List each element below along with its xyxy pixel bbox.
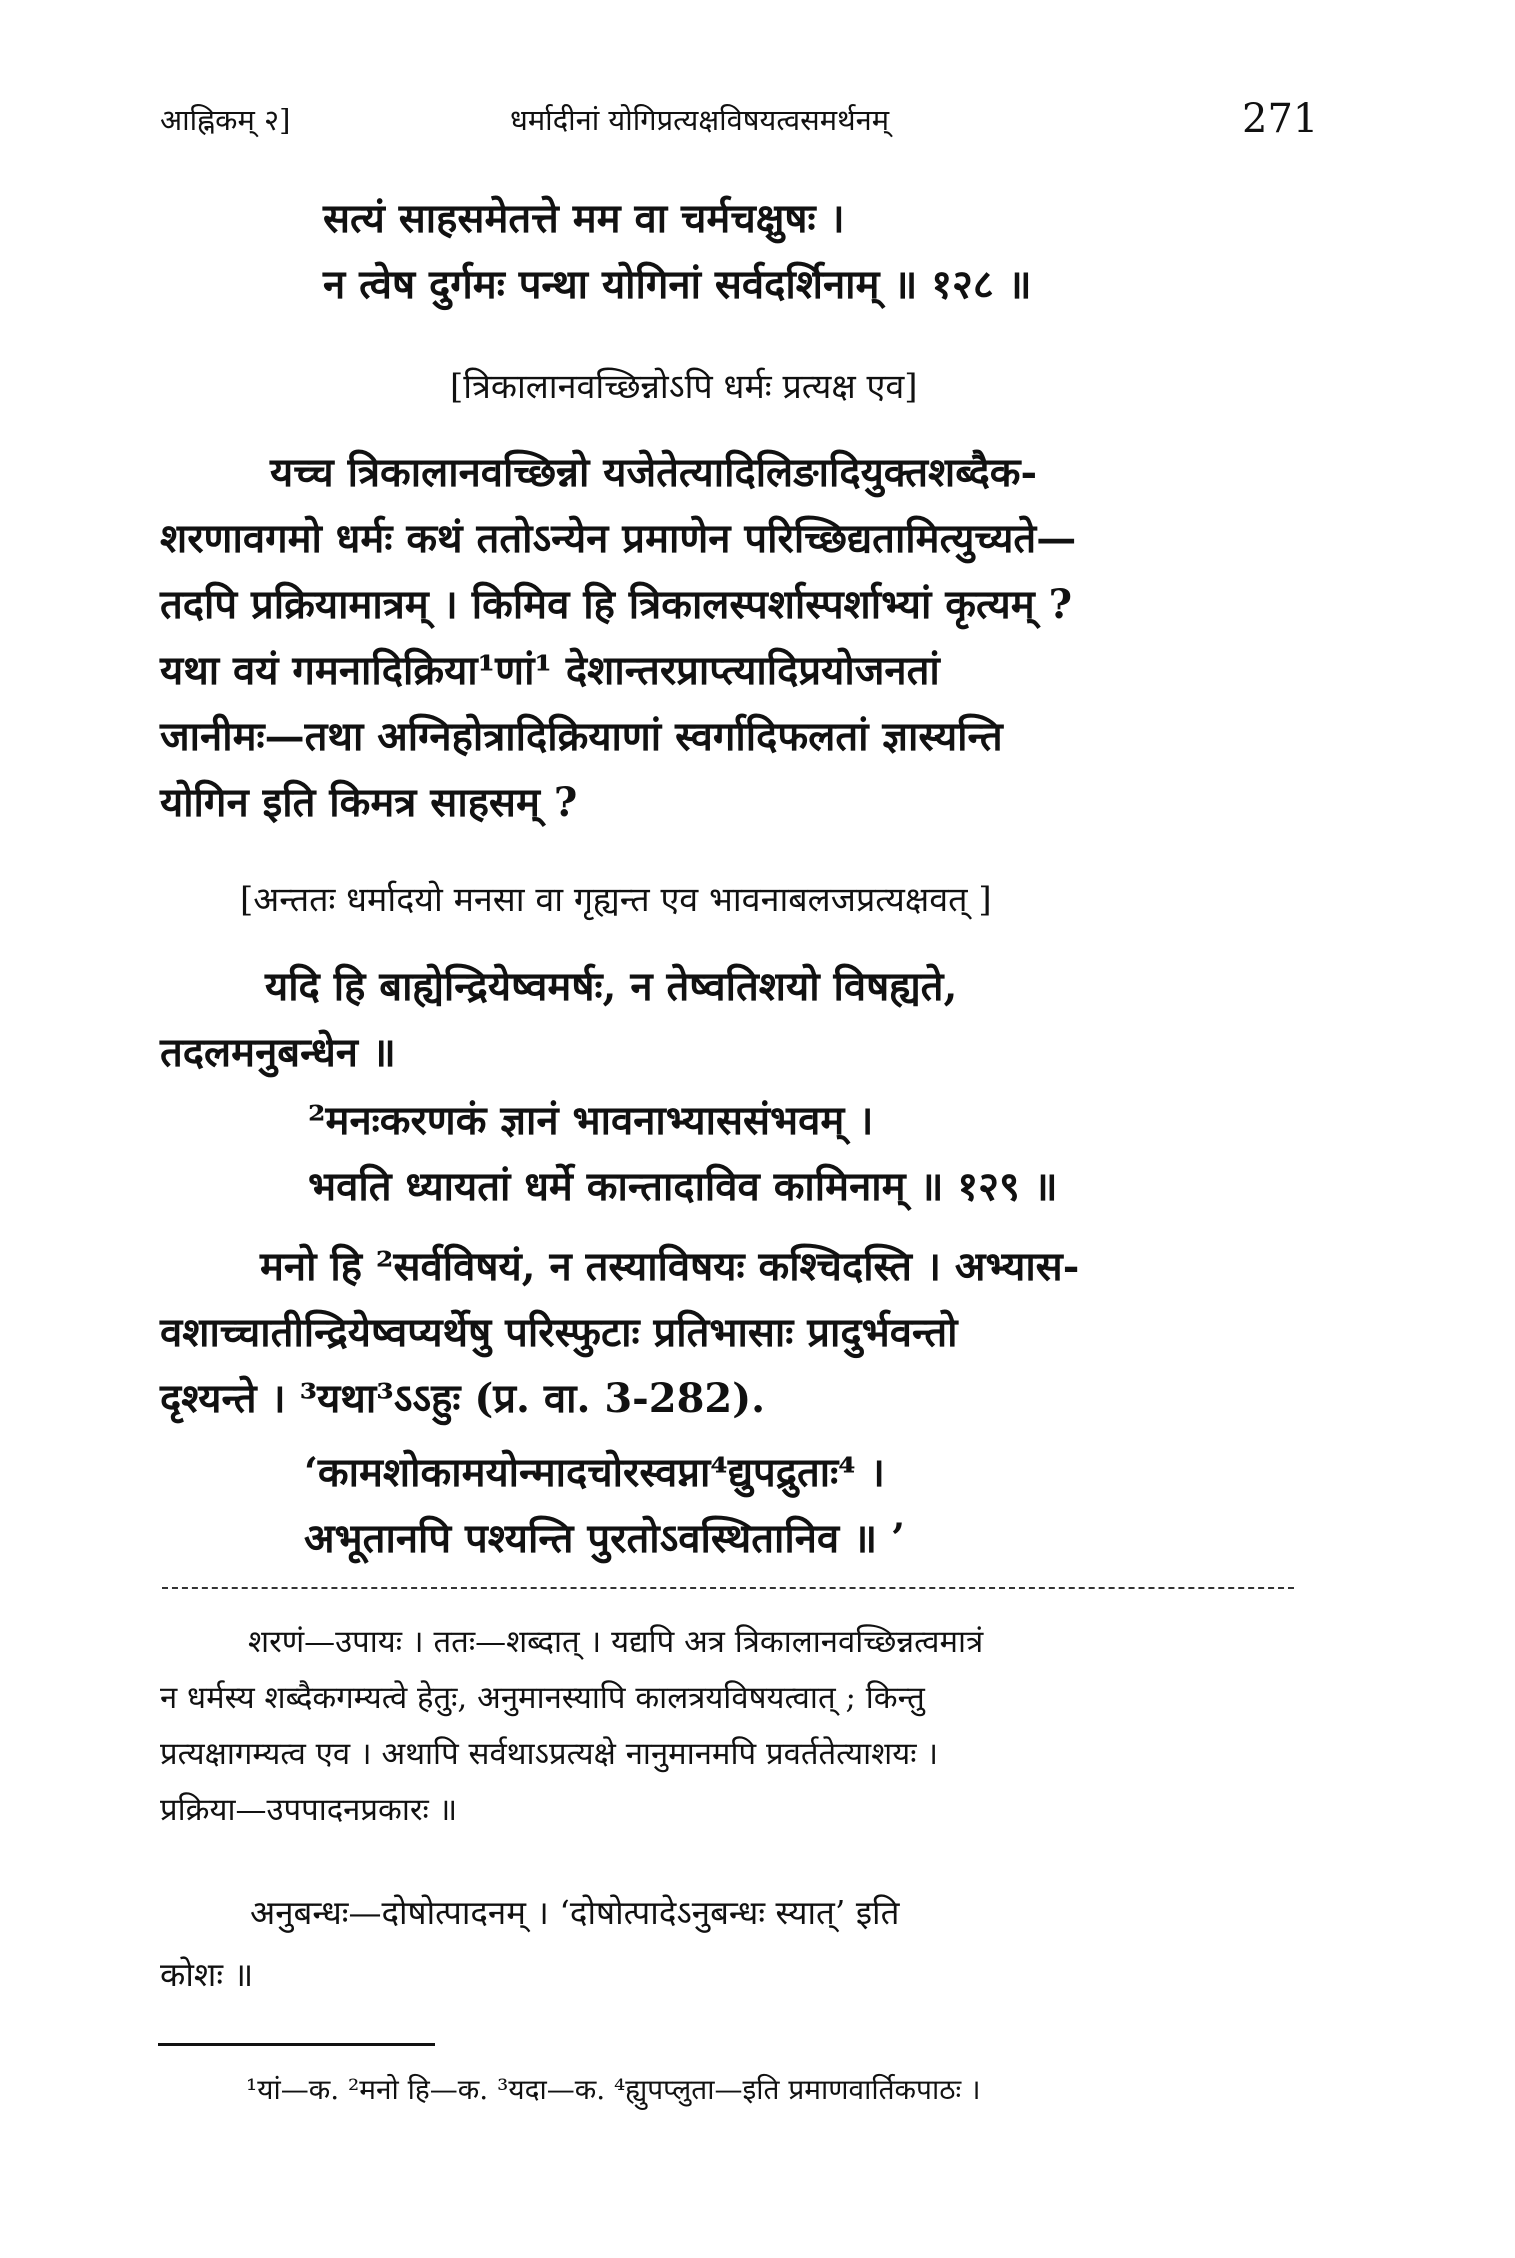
paragraph-1-line: यच्च त्रिकालानवच्छिन्नो यजेतेत्यादिलिङादियुक्तशब्दैक- [270,449,1038,496]
footnotes: ¹यां—क. ²मनो हि—क. ³यदा—क. ⁴ह्युपप्लुता—इति प्रमाणवार्तिकपाठः । [246,2073,981,2106]
commentary-notes-2 [160,1882,1310,2006]
paragraph-3-line: दृश्यन्ते । ³यथा³ऽऽहुः (प्र. वा. 3-282). [160,1375,766,1422]
page-number: 271 [1242,96,1319,142]
paragraph-1-line: यथा वयं गमनादिक्रिया¹णां¹ देशान्तरप्राप्त्यादिप्रयोजनतां [160,647,940,694]
verse-129-line-2: भवति ध्यायतां धर्मे कान्तादाविव कामिनाम् ॥ १२९ ॥ [308,1163,1058,1210]
paragraph-3-line: मनो हि ²सर्वविषयं, न तस्याविषयः कश्चिदस्ति । अभ्यास- [260,1243,1080,1290]
verse-128-line-2: न त्वेष दुर्गमः पन्था योगिनां सर्वदर्शिनाम् ॥ १२८ ॥ [323,261,1032,308]
notes-separator [162,1587,1294,1589]
paragraph-2 [160,954,1310,1086]
verse-128-line-1: सत्यं साहसमेतत्ते मम वा चर्मचक्षुषः । [323,195,845,242]
section-heading-1: [त्रिकालानवच्छिन्नोऽपि धर्मः प्रत्यक्ष एव] [450,367,918,407]
paragraph-1-line: शरणावगमो धर्मः कथं ततोऽन्येन प्रमाणेन परिच्छिद्यतामित्युच्यते— [160,515,1077,562]
paragraph-2-line: यदि हि बाह्येन्द्रियेष्वमर्षः, न तेष्वतिशयो विषह्यते, [265,963,958,1010]
commentary-line: कोशः ॥ [160,1955,254,1994]
commentary-line: प्रत्यक्षागम्यत्व एव । अथापि सर्वथाऽप्रत्यक्षे नानुमानमपि प्रवर्ततेत्याशयः । [160,1736,939,1772]
running-head-title: धर्मादीनां योगिप्रत्यक्षविषयत्वसमर्थनम् [510,103,890,137]
quote-line-2: अभूतानपि पश्यन्ति पुरतोऽवस्थितानिव ॥ ’ [304,1515,905,1562]
paragraph-1-line: तदपि प्रक्रियामात्रम् । किमिव हि त्रिकालस्पर्शास्पर्शाभ्यां कृत्यम् ? [160,581,1073,628]
verse-129-line-1: ²मनःकरणकं ज्ञानं भावनाभ्याससंभवम् । [308,1097,874,1144]
paragraph-2-line: तदलमनुबन्धेन ॥ [160,1029,396,1076]
paragraph-1-line: योगिन इति किमत्र साहसम् ? [160,779,578,826]
paragraph-1 [160,440,1310,836]
paragraph-3 [160,1234,1310,1432]
footnote-rule [158,2043,435,2046]
commentary-line: प्रक्रिया—उपपादनप्रकारः ॥ [160,1792,458,1828]
paragraph-3-line: वशाच्चातीन्द्रियेष्वप्यर्थेषु परिस्फुटाः प्रतिभासाः प्रादुर्भवन्तो [160,1309,958,1356]
quote-line-1: ‘कामशोकामयोन्मादचोरस्वप्ना⁴द्युपद्रुताः⁴ । [304,1449,885,1496]
commentary-line: न धर्मस्य शब्दैकगम्यत्वे हेतुः, अनुमानस्यापि कालत्रयविषयत्वात् ; किन्तु [160,1680,925,1716]
section-heading-2: [अन्ततः धर्मादयो मनसा वा गृह्यन्त एव भावनाबलजप्रत्यक्षवत् ] [240,880,992,920]
paragraph-1-line: जानीमः—तथा अग्निहोत्रादिक्रियाणां स्वर्गादिफलतां ज्ञास्यन्ति [160,713,1003,760]
commentary-notes-1 [160,1614,1310,1838]
commentary-line: शरणं—उपायः । ततः—शब्दात् । यद्यपि अत्र त्रिकालानवच्छिन्नत्वमात्रं [248,1624,984,1660]
running-head-left: आह्निकम् २] [160,103,291,137]
commentary-line: अनुबन्धः—दोषोत्पादनम् । ‘दोषोत्पादेऽनुबन्धः स्यात्’ इति [250,1893,900,1932]
